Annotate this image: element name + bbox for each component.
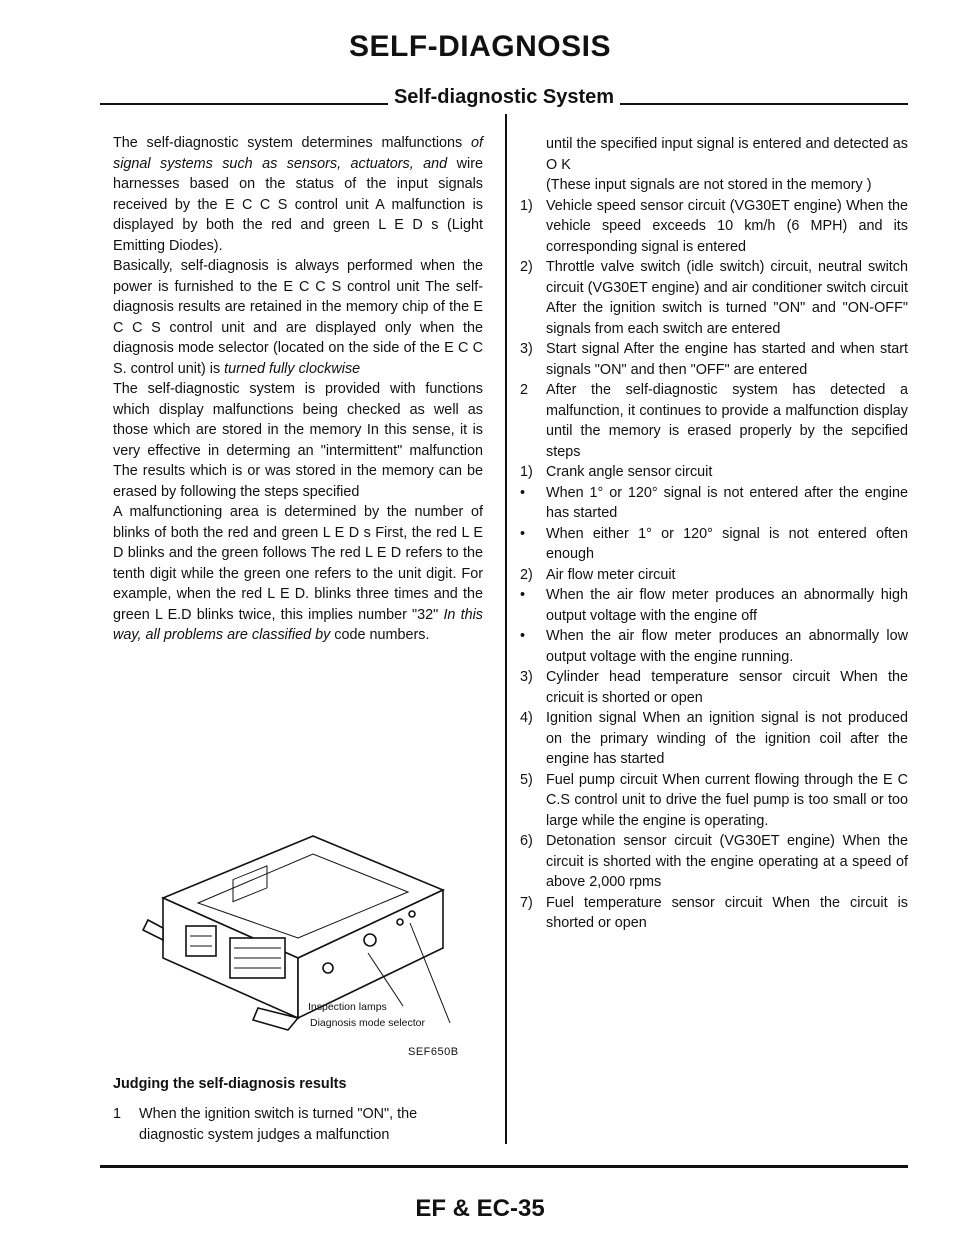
list-item: [520, 770, 908, 832]
list-item: [520, 893, 908, 934]
ecu-connector-1: [186, 926, 216, 956]
item-number: •: [520, 484, 526, 501]
item-number: •: [520, 628, 526, 644]
paragraph-4-end: code numbers.: [334, 627, 430, 643]
paragraph-2-italic: turned fully clockwise: [224, 360, 361, 377]
item-number: 3): [520, 341, 533, 357]
item-text: Start signal After the engine has started and when start signals "ON" and then "OFF" are entered: [546, 341, 908, 378]
paragraph-1-text: The self-diagnostic system determines malfunctions: [113, 135, 463, 151]
ecu-drawing: [143, 836, 450, 1030]
item-text: Crank angle sensor circuit: [546, 464, 713, 480]
numbered-item: [113, 1104, 483, 1145]
item-text: After the self-diagnostic system has detected a malfunction, it continues to provide a malfunction display until the memory is erased properly by the sepcified steps: [546, 382, 908, 460]
paragraph-1-rest: wire harnesses based on the status of the input signals received by the E C C S control unit A malfunction is displayed by both the red and green L E D s (Light Emitting Diodes).: [113, 155, 483, 254]
label-diagnosis-selector: Diagnosis mode selector: [310, 1017, 425, 1029]
item-text: Throttle valve switch (idle switch) circuit, neutral switch circuit (VG30ET engine) and air conditioner switch circuit After the ignition switch is turned "ON" and "ON-OFF" signals from each switch are entered: [546, 259, 908, 337]
judging-item: [113, 1104, 483, 1145]
item-number: 2): [520, 566, 533, 583]
item-text: When 1° or 120° signal is not entered after the engine has started: [546, 484, 908, 521]
list-item: [520, 339, 908, 380]
list-item: [520, 626, 908, 667]
item-text: Fuel pump circuit When current flowing through the E C C.S control unit to drive the fuel pump is too small or too large while the engine is operating.: [546, 771, 908, 829]
list-item: [520, 380, 908, 462]
paragraph-1-italic: of signal systems such as sensors, actuators, and: [113, 135, 483, 172]
left-column: [113, 133, 483, 646]
item-number: 4): [520, 710, 533, 726]
list-item: [520, 196, 908, 258]
item-text: Detonation sensor circuit (VG30ET engine) When the circuit is shorted with the engine operating at a speed of above 2,000 rpms: [546, 833, 908, 890]
section-heading-text: Self-diagnostic System: [388, 86, 620, 108]
intro-text: until the specified input signal is entered and detected as O K: [546, 136, 908, 173]
subsection-heading: Judging the self-diagnosis results: [113, 1076, 347, 1092]
selector-screw: [323, 963, 333, 973]
item-text: When the ignition switch is turned "ON", the diagnostic system judges a malfunction: [139, 1106, 418, 1143]
list-item: [520, 667, 908, 708]
item-number: •: [520, 525, 526, 542]
item-number: 1): [520, 464, 533, 480]
paragraph-3: The self-diagnostic system is provided with functions which display malfunctions being checked as well as those which are stored in the memory In this sense, it is very effective in determing an "intermittent" malfunction The results which is or was stored in the memory can be erased by following the steps specified: [113, 381, 483, 500]
list-item: [520, 831, 908, 893]
list-item: [520, 524, 908, 565]
inspection-lamp-green: [409, 911, 415, 917]
paragraph-4-text: A malfunctioning area is determined by the number of blinks of both the red and green L E D s First, the red L E D blinks and the green follows The red L E D refers to the tenth digit while the green one refers to the unit digit. For example, when the red L E D. blinks three times and the green L E.D blinks twice, this implies number "32": [113, 504, 483, 623]
list-item: [520, 483, 908, 524]
paragraph-2: [113, 256, 483, 379]
item-number: 7): [520, 894, 533, 911]
section-heading-row: [100, 86, 908, 110]
item-text: When the air flow meter produces an abnormally high output voltage with the engine off: [546, 587, 908, 624]
item-number: •: [520, 587, 526, 603]
intro-note: (These input signals are not stored in the memory ): [546, 177, 872, 193]
figure-code: SEF650B: [408, 1046, 459, 1058]
item-text: When the air flow meter produces an abnormally low output voltage with the engine running.: [546, 628, 908, 665]
ecu-control-unit-illustration: [138, 808, 488, 1038]
list-item: [520, 565, 908, 586]
diagnosis-mode-selector: [364, 934, 376, 946]
list-item: [520, 585, 908, 626]
page-number: EF & EC-35: [415, 1195, 545, 1222]
item-number: 6): [520, 833, 533, 849]
column-divider: [505, 114, 507, 1144]
page-title: SELF-DIAGNOSIS: [348, 30, 611, 63]
paragraph-4: [113, 502, 483, 646]
list-item: [520, 708, 908, 770]
item-text: Air flow meter circuit: [546, 566, 676, 583]
label-inspection-lamps: Inspection lamps: [308, 1001, 387, 1013]
item-number: 2): [520, 259, 533, 275]
item-text: Cylinder head temperature sensor circuit When the cricuit is shorted or open: [546, 669, 908, 706]
item-text: Vehicle speed sensor circuit (VG30ET engine) When the vehicle speed exceeds 10 km/h (6 MPH) and its corresponding signal is entered: [546, 197, 908, 255]
paragraph-1: [113, 133, 483, 256]
section-heading: [100, 86, 908, 109]
item-number: 3): [520, 669, 533, 685]
mount-bracket-left: [143, 920, 163, 940]
item-text: Fuel temperature sensor circuit When the circuit is shorted or open: [546, 894, 908, 931]
item-number: 1: [113, 1106, 122, 1122]
paragraph-2-text: Basically, self-diagnosis is always performed when the power is furnished to the E C C S control unit The self-diagnosis results are retained in the memory chip of the E C C S control unit and are displayed only when the diagnosis mode selector (located on the side of the E C C S. control unit) is: [113, 258, 483, 377]
item-text: Ignition signal When an ignition signal is not produced on the primary winding of the ignition coil after the engine has started: [546, 710, 908, 767]
item-number: 2: [520, 382, 529, 398]
item-number: 1): [520, 197, 533, 214]
inspection-lamp-red: [397, 919, 403, 925]
item-text: When either 1° or 120° signal is not entered often enough: [546, 525, 908, 562]
item-number: 5): [520, 771, 533, 788]
right-column: [520, 134, 908, 934]
list-item: [520, 257, 908, 339]
condition-list: [520, 196, 908, 934]
list-item: [520, 462, 908, 483]
paragraph-4-italic: In this way, all problems are classified by: [113, 606, 483, 643]
bottom-rule: [100, 1165, 908, 1168]
